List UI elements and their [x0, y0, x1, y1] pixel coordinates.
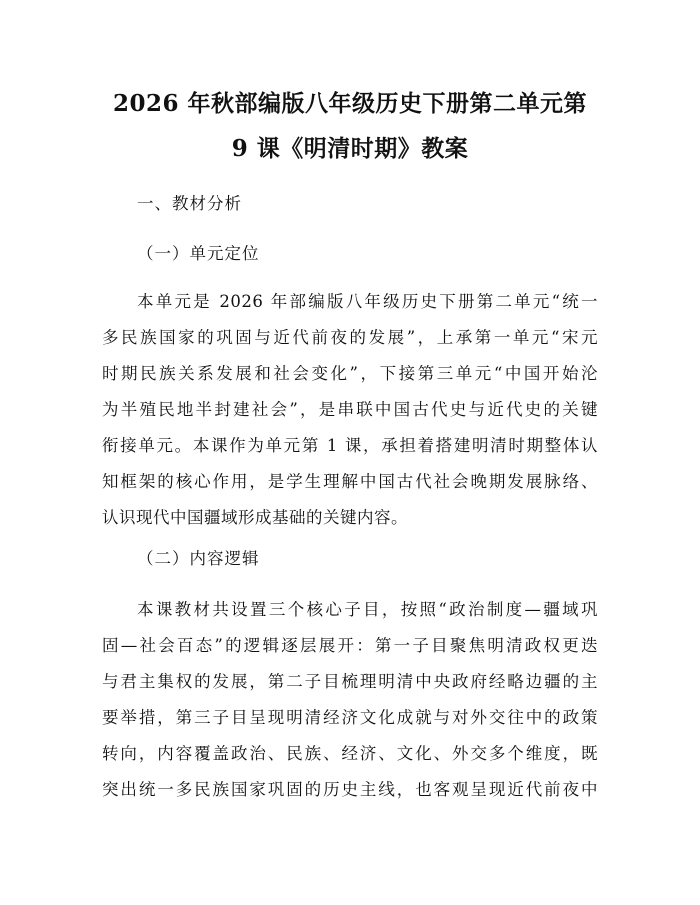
document-title-line-1: 2026 年秋部编版八年级历史下册第二单元第	[112, 90, 588, 117]
paragraph-2-line: 本课教材共设置三个核心子目，按照“政治制度—疆域巩	[137, 600, 598, 619]
subsection-heading-content-logic: （二）内容逻辑	[137, 549, 260, 568]
document-title-line-2: 9 课《明清时期》教案	[231, 135, 469, 162]
paragraph-1-line: 多民族国家的巩固与近代前夜的发展”，上承第一单元“宋元	[102, 328, 598, 347]
paragraph-2-line: 固—社会百态”的逻辑逐层展开：第一子目聚焦明清政权更迭	[102, 636, 598, 655]
paragraph-1-line: 为半殖民地半封建社会”，是串联中国古代史与近代史的关键	[102, 400, 598, 419]
paragraph-1-line: 认识现代中国疆域形成基础的关键内容。	[102, 508, 408, 527]
paragraph-1-line: 时期民族关系发展和社会变化”，下接第三单元“中国开始沦	[102, 364, 598, 383]
paragraph-2-line: 转向，内容覆盖政治、民族、经济、文化、外交多个维度，既	[102, 744, 598, 763]
subsection-heading-unit-position: （一）单元定位	[137, 244, 260, 263]
paragraph-1-line: 本单元是 2026 年部编版八年级历史下册第二单元“统一	[137, 292, 598, 311]
paragraph-2-line: 要举措，第三子目呈现明清经济文化成就与对外交往中的政策	[102, 708, 598, 727]
paragraph-2-line: 与君主集权的发展，第二子目梳理明清中央政府经略边疆的主	[102, 672, 598, 691]
paragraph-1-line: 知框架的核心作用，是学生理解中国古代社会晚期发展脉络、	[102, 472, 598, 491]
paragraph-2-line: 突出统一多民族国家巩固的历史主线，也客观呈现近代前夜中	[102, 780, 598, 799]
section-heading-analysis: 一、教材分析	[137, 194, 242, 213]
paragraph-1-line: 衔接单元。本课作为单元第 1 课，承担着搭建明清时期整体认	[102, 436, 598, 455]
